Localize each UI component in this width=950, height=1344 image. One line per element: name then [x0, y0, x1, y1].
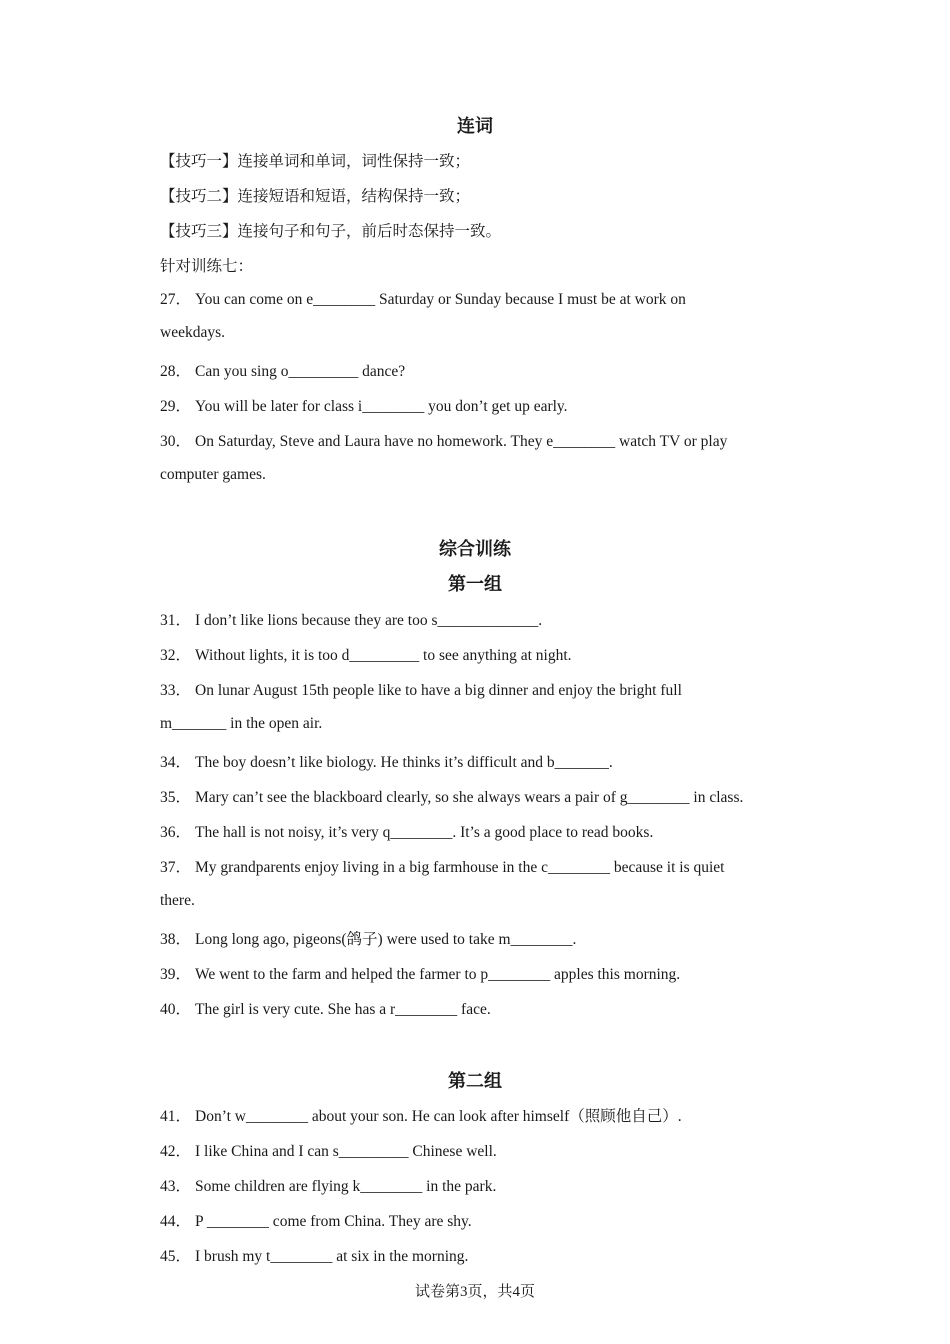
question-number: 44．: [160, 1213, 192, 1230]
question-number: 30．: [160, 433, 192, 450]
question-text: You will be later for class i________ you don’t get up early.: [195, 398, 568, 415]
question-number: 32．: [160, 647, 192, 664]
tip-line: 【技巧一】连接单词和单词，词性保持一致；: [160, 153, 471, 170]
question-text: Don’t w________ about your son. He can look after himself（照顾他自己）.: [195, 1108, 682, 1125]
question-number: 35．: [160, 789, 192, 806]
section-title-comprehensive: 综合训练: [439, 539, 511, 559]
question-number: 38．: [160, 931, 192, 948]
question-number: 28．: [160, 363, 192, 380]
question-number: 45．: [160, 1248, 192, 1265]
question-continuation: computer games.: [160, 466, 266, 483]
question-39: [160, 962, 800, 984]
question-text: We went to the farm and helped the farmer to p________ apples this morning.: [195, 966, 681, 983]
question-number: 39．: [160, 966, 192, 983]
question-text: Long long ago, pigeons(鸽子) were used to take m________.: [195, 931, 577, 948]
question-44: [160, 1209, 800, 1231]
question-number: 41．: [160, 1108, 192, 1125]
question-28: [160, 359, 800, 381]
question-number: 31．: [160, 612, 192, 629]
tip-line: 【技巧三】连接句子和句子，前后时态保持一致。: [160, 223, 502, 240]
question-text: My grandparents enjoy living in a big farmhouse in the c________ because it is quiet: [195, 859, 725, 876]
question-45: [160, 1244, 800, 1266]
question-32: [160, 643, 800, 665]
question-continuation: weekdays.: [160, 324, 225, 341]
question-35: [160, 785, 800, 807]
question-30: [160, 429, 800, 451]
question-42: [160, 1139, 800, 1161]
question-text: The girl is very cute. She has a r________ face.: [195, 1001, 491, 1018]
question-text: The hall is not noisy, it’s very q________. It’s a good place to read books.: [195, 824, 654, 841]
question-38: [160, 927, 800, 949]
question-number: 36．: [160, 824, 192, 841]
section-title-conjunctions: 连词: [457, 116, 493, 136]
question-text: I like China and I can s_________ Chinese well.: [195, 1143, 497, 1160]
question-continuation: m_______ in the open air.: [160, 715, 323, 732]
question-text: On lunar August 15th people like to have a big dinner and enjoy the bright full: [195, 682, 682, 699]
practice-label: 针对训练七：: [160, 258, 254, 275]
question-text: Without lights, it is too d_________ to see anything at night.: [195, 647, 572, 664]
question-text: I don’t like lions because they are too s_____________.: [195, 612, 543, 629]
question-36: [160, 820, 800, 842]
question-number: 29．: [160, 398, 192, 415]
question-text: On Saturday, Steve and Laura have no homework. They e________ watch TV or play: [195, 433, 728, 450]
question-number: 27．: [160, 291, 192, 308]
question-number: 37．: [160, 859, 192, 876]
question-31: [160, 608, 800, 630]
question-text: P ________ come from China. They are shy.: [195, 1213, 472, 1230]
question-text: The boy doesn’t like biology. He thinks it’s difficult and b_______.: [195, 754, 613, 771]
question-37: [160, 855, 800, 877]
group-title-1: 第一组: [448, 574, 502, 594]
question-27: [160, 287, 800, 309]
question-29: [160, 394, 800, 416]
question-text: Can you sing o_________ dance?: [195, 363, 406, 380]
question-number: 33．: [160, 682, 192, 699]
question-number: 43．: [160, 1178, 192, 1195]
question-text: I brush my t________ at six in the morning.: [195, 1248, 469, 1265]
question-number: 42．: [160, 1143, 192, 1160]
question-33: [160, 678, 800, 700]
question-43: [160, 1174, 800, 1196]
question-40: [160, 997, 800, 1019]
question-text: Mary can’t see the blackboard clearly, so she always wears a pair of g________ in class.: [195, 789, 744, 806]
group-title-2: 第二组: [448, 1071, 502, 1091]
question-34: [160, 750, 800, 772]
question-text: Some children are flying k________ in the park.: [195, 1178, 497, 1195]
question-number: 34．: [160, 754, 192, 771]
question-41: [160, 1104, 800, 1126]
tip-line: 【技巧二】连接短语和短语，结构保持一致；: [160, 188, 471, 205]
question-continuation: there.: [160, 892, 195, 909]
page-footer: 试卷第3页，共4页: [414, 1284, 535, 1300]
question-text: You can come on e________ Saturday or Sunday because I must be at work on: [195, 291, 686, 308]
question-number: 40．: [160, 1001, 192, 1018]
